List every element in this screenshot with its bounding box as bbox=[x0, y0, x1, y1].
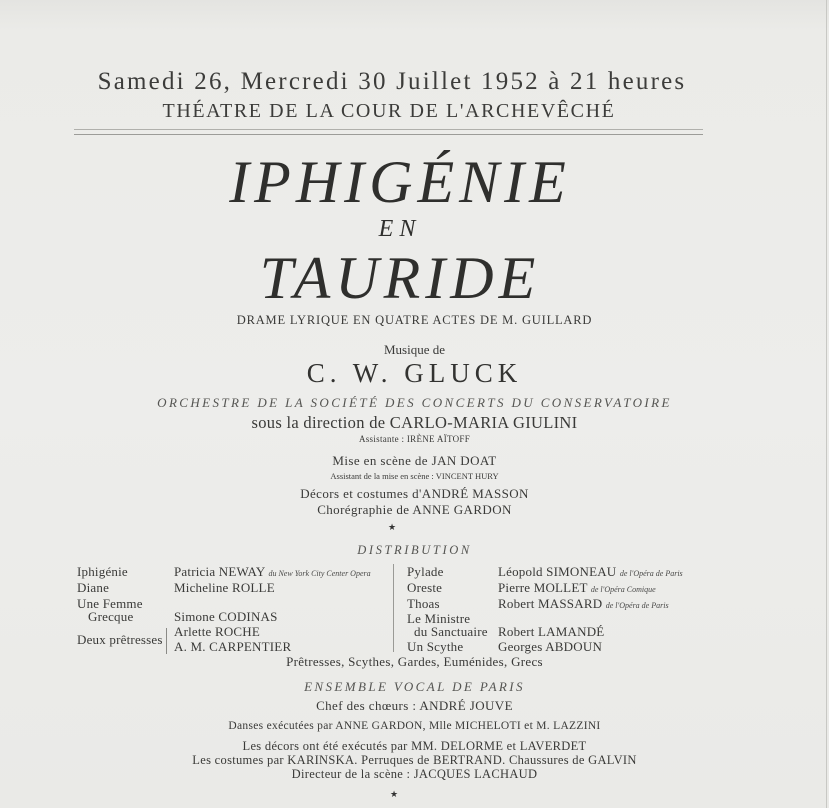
chorus-master: Chef des chœurs : ANDRÉ JOUVE bbox=[316, 698, 513, 713]
opera-title-line-1: IPHIGÉNIE bbox=[229, 149, 571, 215]
costumes-credit: Les costumes par KARINSKA. Perruques de BERTRAND. Chaussures de GALVIN bbox=[192, 753, 637, 767]
cast-role: Pylade bbox=[407, 564, 444, 579]
sets-execution-credit: Les décors ont été exécutés par MM. DELORME et LAVERDET bbox=[242, 739, 587, 753]
dancers-credit: Danses exécutées par ANNE GARDON, Mlle MICHELOTI et M. LAZZINI bbox=[228, 720, 601, 732]
cast-role: Deux prêtresses bbox=[77, 632, 163, 647]
opera-title-line-2: EN bbox=[378, 216, 422, 242]
cast-role: Le Ministre bbox=[407, 611, 471, 626]
composer-name: C. W. GLUCK bbox=[306, 358, 523, 388]
chorus-roles: Prêtresses, Scythes, Gardes, Euménides, Grecs bbox=[286, 654, 543, 669]
brace-bracket bbox=[166, 628, 167, 654]
singer-company: de l'Opéra Comique bbox=[590, 585, 656, 594]
opera-title-line-3: TAURIDE bbox=[259, 245, 541, 311]
distribution-heading: DISTRIBUTION bbox=[357, 543, 472, 557]
singer-company: de l'Opéra de Paris bbox=[605, 601, 669, 610]
conductor-assistant: Assistante : IRÈNE AÏTOFF bbox=[358, 434, 471, 444]
double-rule-divider bbox=[74, 129, 703, 135]
vocal-ensemble: ENSEMBLE VOCAL DE PARIS bbox=[304, 679, 525, 694]
cast-singer: Micheline ROLLE bbox=[174, 580, 275, 595]
cast-singer bbox=[498, 596, 669, 614]
cast-singer: Simone CODINAS bbox=[174, 609, 278, 624]
singer-name: Pierre MOLLET bbox=[498, 580, 588, 595]
singer-name: Robert MASSARD bbox=[498, 596, 603, 611]
conductor-line: sous la direction de CARLO-MARIA GIULINI bbox=[251, 413, 578, 432]
performance-date: Samedi 26, Mercredi 30 Juillet 1952 à 21 heures bbox=[97, 68, 687, 95]
cast-singer: Georges ABDOUN bbox=[498, 639, 603, 654]
singer-name: Léopold SIMONEAU bbox=[498, 564, 617, 579]
set-costume-designer: Décors et costumes d'ANDRÉ MASSON bbox=[300, 486, 529, 501]
cast-singer: Arlette ROCHE bbox=[174, 624, 261, 639]
cast-role: Un Scythe bbox=[407, 639, 464, 654]
star-separator-icon: ★ bbox=[388, 522, 397, 532]
orchestra-name: ORCHESTRE DE LA SOCIÉTÉ DES CONCERTS DU CONSERVATOIRE bbox=[157, 395, 672, 410]
cast-role: Iphigénie bbox=[77, 564, 128, 579]
cast-role: Thoas bbox=[407, 596, 440, 611]
cast-role: Grecque bbox=[88, 609, 134, 624]
stage-director: Mise en scène de JAN DOAT bbox=[332, 453, 497, 468]
singer-name: Patricia NEWAY bbox=[174, 564, 266, 579]
choreographer: Chorégraphie de ANNE GARDON bbox=[317, 502, 512, 517]
opera-subtitle: DRAME LYRIQUE EN QUATRE ACTES DE M. GUILLARD bbox=[236, 313, 593, 327]
music-label: Musique de bbox=[383, 342, 446, 357]
stage-director-assistant: Assistant de la mise en scène : VINCENT HURY bbox=[330, 471, 499, 481]
cast-role: Diane bbox=[77, 580, 110, 595]
column-divider bbox=[393, 564, 394, 652]
singer-company: de l'Opéra de Paris bbox=[619, 569, 683, 578]
cast-role: du Sanctuaire bbox=[414, 624, 488, 639]
stage-manager-credit: Directeur de la scène : JACQUES LACHAUD bbox=[291, 767, 538, 781]
star-separator-icon: ★ bbox=[390, 789, 399, 799]
cast-singer: A. M. CARPENTIER bbox=[174, 639, 292, 654]
cast-singer: Robert LAMANDÉ bbox=[498, 624, 605, 639]
singer-company: du New York City Center Opera bbox=[268, 569, 371, 578]
cast-role: Oreste bbox=[407, 580, 443, 595]
cast-role: Une Femme bbox=[77, 596, 143, 611]
venue-name: THÉATRE DE LA COUR DE L'ARCHEVÊCHÉ bbox=[162, 100, 616, 122]
